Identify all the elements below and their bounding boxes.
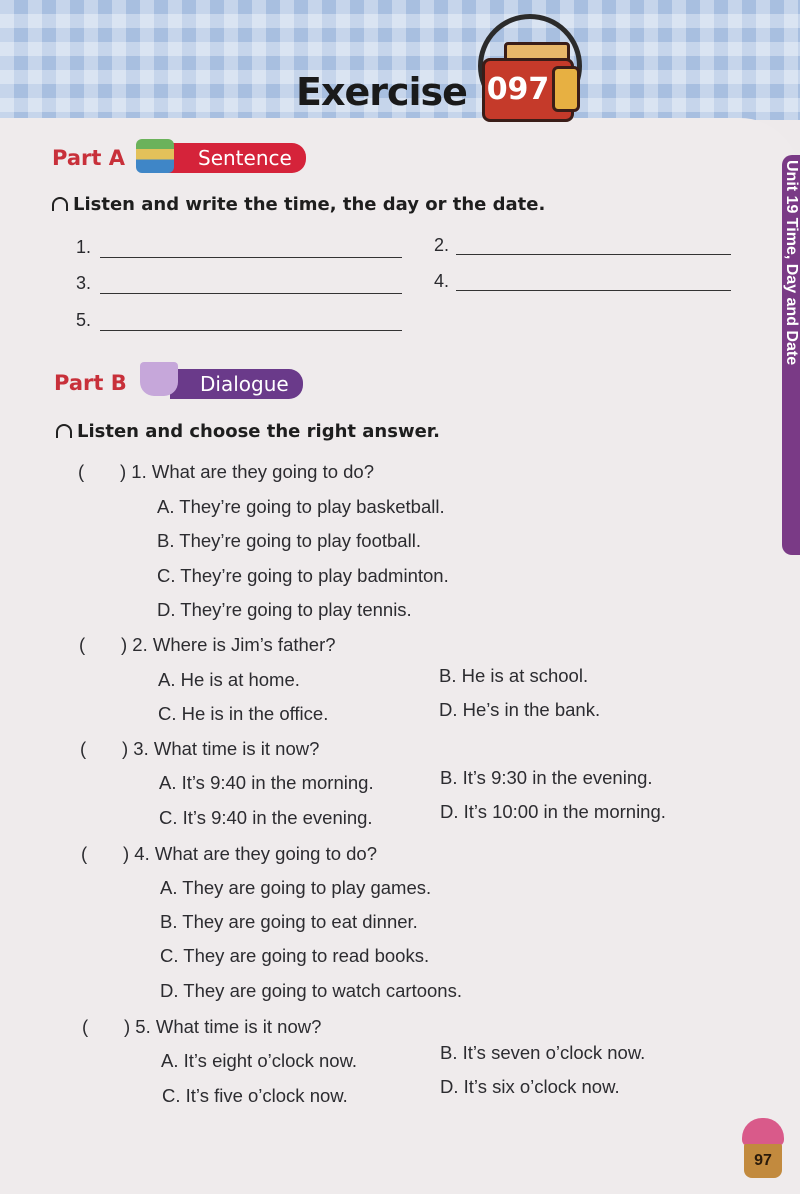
blank-number: 5. bbox=[76, 310, 92, 330]
option: A. They’re going to play basketball. bbox=[157, 496, 445, 517]
option: D. It’s six o’clock now. bbox=[440, 1076, 620, 1097]
question-text: ) 4. What are they going to do? bbox=[123, 843, 378, 864]
blank-number: 2. bbox=[434, 235, 450, 255]
part-b-instruction: Listen and choose the right answer. bbox=[56, 421, 440, 442]
option: B. They are going to eat dinner. bbox=[160, 911, 418, 932]
answer-line[interactable] bbox=[456, 254, 731, 255]
option: C. It’s five o’clock now. bbox=[162, 1085, 348, 1106]
option: A. It’s 9:40 in the morning. bbox=[159, 772, 374, 793]
blank-number: 4. bbox=[434, 271, 450, 291]
pencil-cup-icon bbox=[140, 362, 178, 396]
question-text: ) 3. What time is it now? bbox=[122, 738, 320, 759]
answer-paren[interactable]: ( bbox=[81, 843, 88, 864]
option: B. They’re going to play football. bbox=[157, 530, 421, 551]
answer-paren[interactable]: ( bbox=[82, 1016, 89, 1037]
option: B. It’s seven o’clock now. bbox=[440, 1042, 646, 1063]
answer-line[interactable] bbox=[100, 257, 402, 258]
exercise-number: 097 bbox=[486, 72, 550, 107]
headphones-icon bbox=[52, 197, 68, 211]
option: A. They are going to play games. bbox=[160, 877, 432, 898]
blank-number: 3. bbox=[76, 273, 92, 293]
side-tab-label: Unit 19 Time, Day and Date bbox=[783, 160, 800, 366]
question-text: ) 5. What time is it now? bbox=[124, 1016, 322, 1037]
blank-number: 1. bbox=[76, 237, 92, 257]
cupcake-icon bbox=[740, 1118, 786, 1180]
part-a-instruction: Listen and write the time, the day or the date. bbox=[52, 194, 545, 215]
part-b-pill: Dialogue bbox=[170, 369, 303, 399]
page-sheet bbox=[0, 118, 800, 1194]
page-title: Exercise bbox=[296, 70, 467, 114]
part-a-pill: Sentence bbox=[168, 143, 306, 173]
option: B. It’s 9:30 in the evening. bbox=[440, 767, 653, 788]
option: D. They’re going to play tennis. bbox=[157, 599, 412, 620]
part-a-label: Part A bbox=[52, 146, 125, 170]
answer-paren[interactable]: ( bbox=[80, 738, 87, 759]
cupcake-frosting bbox=[742, 1118, 784, 1146]
option: B. He is at school. bbox=[439, 665, 589, 686]
page-number: 97 bbox=[754, 1152, 772, 1169]
speaker-icon bbox=[552, 66, 580, 112]
option: D. He’s in the bank. bbox=[439, 699, 601, 720]
answer-paren[interactable]: ( bbox=[78, 461, 85, 482]
option: C. They’re going to play badminton. bbox=[157, 565, 449, 586]
option: C. They are going to read books. bbox=[160, 945, 430, 966]
question-text: ) 2. Where is Jim’s father? bbox=[121, 634, 336, 655]
answer-line[interactable] bbox=[456, 290, 731, 291]
headphones-icon bbox=[56, 424, 72, 438]
answer-line[interactable] bbox=[100, 330, 402, 331]
option: D. It’s 10:00 in the morning. bbox=[440, 801, 666, 822]
books-icon bbox=[136, 139, 174, 173]
option: A. It’s eight o’clock now. bbox=[161, 1050, 358, 1071]
answer-line[interactable] bbox=[100, 293, 402, 294]
option: C. He is in the office. bbox=[158, 703, 329, 724]
option: C. It’s 9:40 in the evening. bbox=[159, 807, 373, 828]
part-b-label: Part B bbox=[54, 371, 127, 395]
option: D. They are going to watch cartoons. bbox=[160, 980, 462, 1001]
answer-paren[interactable]: ( bbox=[79, 634, 86, 655]
question-text: ) 1. What are they going to do? bbox=[120, 461, 375, 482]
option: A. He is at home. bbox=[158, 669, 300, 690]
